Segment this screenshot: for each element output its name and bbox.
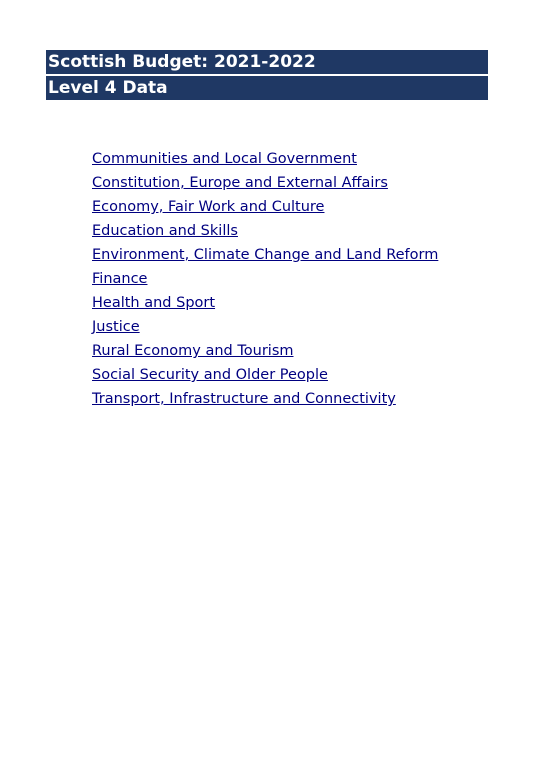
list-item [92,316,438,340]
link-communities-and-local-government[interactable]: Communities and Local Government [92,151,357,167]
link-rural-economy-and-tourism[interactable]: Rural Economy and Tourism [92,343,294,359]
link-environment-climate-change-land-reform[interactable]: Environment, Climate Change and Land Reform [92,247,439,263]
list-item [92,340,438,364]
list-item [92,196,438,220]
link-justice[interactable]: Justice [92,319,140,335]
link-social-security-and-older-people[interactable]: Social Security and Older People [92,367,328,383]
header-block [46,50,488,100]
list-item [92,148,438,172]
list-item [92,268,438,292]
page-subtitle: Level 4 Data [46,76,488,100]
link-health-and-sport[interactable]: Health and Sport [92,295,216,311]
list-item [92,388,438,412]
link-transport-infrastructure-connectivity[interactable]: Transport, Infrastructure and Connectivity [92,391,396,407]
link-education-and-skills[interactable]: Education and Skills [92,223,238,239]
list-item [92,244,438,268]
link-finance[interactable]: Finance [92,271,148,287]
link-economy-fair-work-culture[interactable]: Economy, Fair Work and Culture [92,199,325,215]
link-constitution-europe-external-affairs[interactable]: Constitution, Europe and External Affairs [92,175,388,191]
page-title: Scottish Budget: 2021-2022 [46,50,488,74]
list-item [92,292,438,316]
list-item [92,220,438,244]
portfolio-link-list [92,148,438,412]
list-item [92,364,438,388]
list-item [92,172,438,196]
